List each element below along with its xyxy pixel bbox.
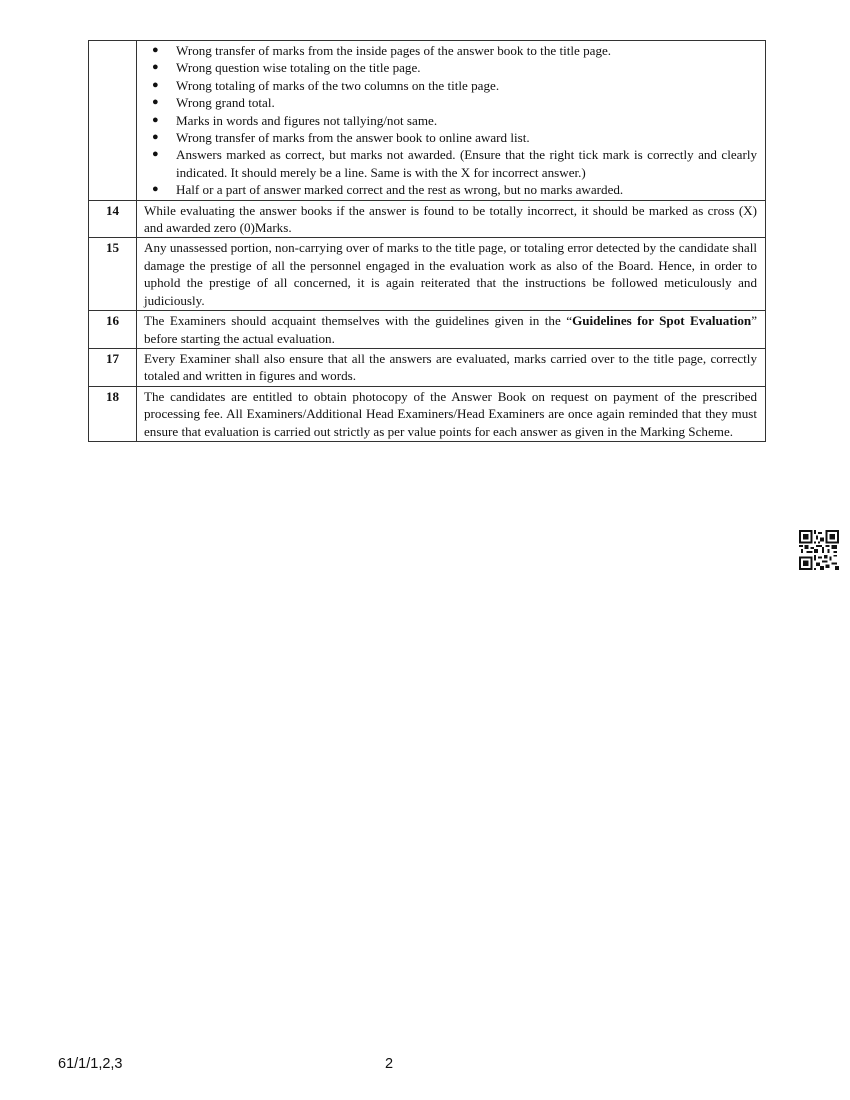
row-text: While evaluating the answer books if the answer is found to be totally incorrect, it should be marked as cross (X) and awarded zero (0)Marks.: [137, 200, 766, 238]
instructions-table: [88, 40, 766, 442]
bullet-icon: ●: [152, 183, 159, 196]
bullet-icon: ●: [152, 44, 159, 56]
row-text: The candidates are entitled to obtain photocopy of the Answer Book on request on payment of the prescribed processing fee. All Examiners/Additional Head Examiners/Head Examiners are once again reminded that they must ensure that evaluation is carried out strictly as per value points for each answer as given in the Marking Scheme.: [137, 386, 766, 441]
list-item: ● Half or a part of answer marked correct and the rest as wrong, but no marks awarded.: [152, 182, 624, 198]
list-item: ● Wrong question wise totaling on the title page.: [152, 60, 421, 76]
list-item: ● Answers marked as correct, but marks not awarded. (Ensure that the right tick mark is correctly and clearly indicated. It should merely be a line. Same is with the X for incorrect answer.): [152, 147, 757, 180]
list-item: ● Wrong transfer of marks from the inside pages of the answer book to the title page.: [152, 43, 612, 58]
bullet-icon: ●: [152, 113, 159, 126]
row-text: The Examiners should acquaint themselves with the guidelines given in the “Guidelines for Spot Evaluation” before starting the actual evaluation.: [137, 311, 766, 349]
row-number: 16: [89, 311, 137, 349]
row-text: [137, 41, 766, 201]
row-number: 14: [89, 200, 137, 238]
row-number: 18: [89, 386, 137, 441]
list-item: ● Wrong transfer of marks from the answer book to online award list.: [152, 130, 530, 146]
row-number: 15: [89, 238, 137, 311]
bullet-icon: ●: [152, 131, 159, 144]
list-item: ● Wrong totaling of marks of the two columns on the title page.: [152, 77, 500, 93]
table-row: [89, 348, 766, 386]
table-row: [89, 41, 766, 201]
list-item: ● Wrong grand total.: [152, 95, 275, 111]
qr-code-icon: [799, 530, 839, 570]
bullet-icon: ●: [152, 78, 159, 91]
row-number: 17: [89, 348, 137, 386]
row-number: [89, 41, 137, 201]
list-item: ● Marks in words and figures not tallying/not same.: [152, 112, 438, 128]
table-row: [89, 386, 766, 441]
row-text: Any unassessed portion, non-carrying over of marks to the title page, or totaling error detected by the candidate shall damage the prestige of all the personnel engaged in the evaluation work as also of the Board. Hence, in order to uphold the prestige of all concerned, it is again reiterated that the instructions be followed meticulously and judiciously.: [137, 238, 766, 311]
bullet-icon: ●: [152, 96, 159, 109]
page-number: 2: [385, 1056, 394, 1072]
bullet-icon: ●: [152, 61, 159, 74]
row-text: Every Examiner shall also ensure that all the answers are evaluated, marks carried over to the title page, correctly totaled and written in figures and words.: [137, 348, 766, 386]
bullet-list: [144, 42, 757, 199]
footer-code: 61/1/1,2,3: [58, 1056, 123, 1072]
bullet-icon: ●: [152, 148, 159, 161]
guidelines-title: Guidelines for Spot Evaluation: [572, 313, 752, 329]
table-row: [89, 311, 766, 349]
table-row: [89, 238, 766, 311]
table-row: [89, 200, 766, 238]
